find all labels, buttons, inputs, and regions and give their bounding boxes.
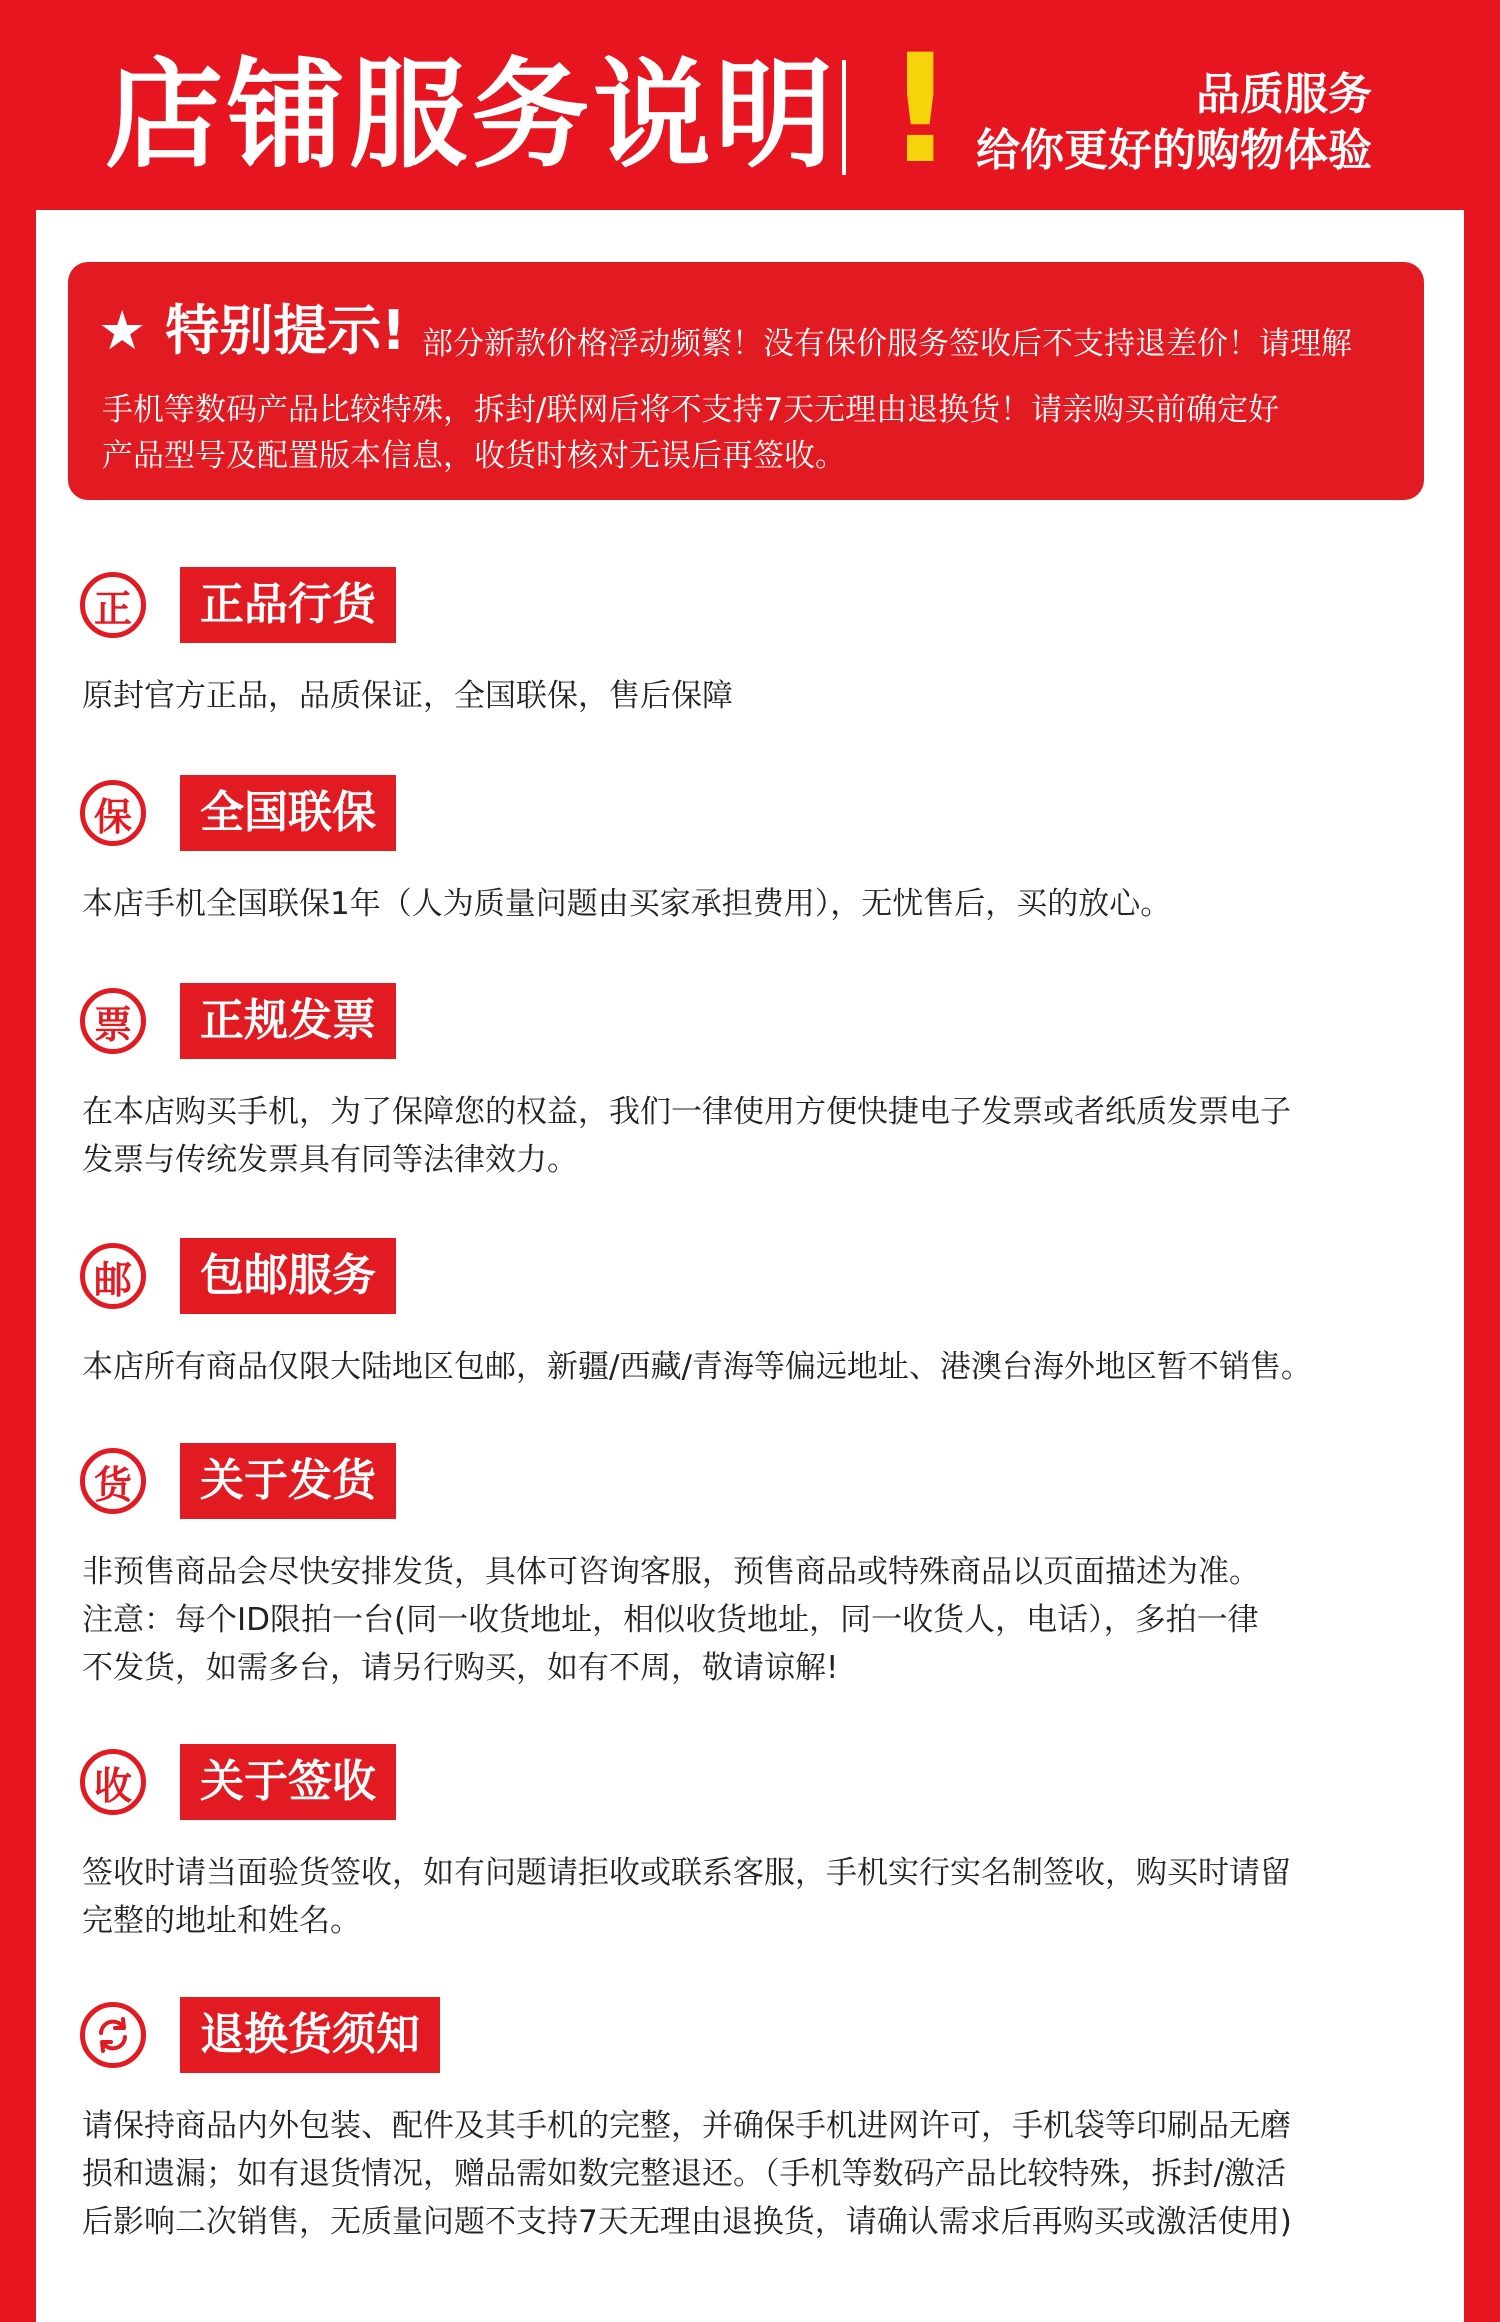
- section-text-line: 不发货，如需多台，请另行购买，如有不周，敬请谅解!: [82, 1650, 839, 1686]
- notice-heading: ★ 特别提示!: [98, 299, 406, 362]
- notice-text-line: 产品型号及配置版本信息，收货时核对无误后再签收。: [102, 438, 846, 474]
- page-title: 店铺服务说明: [105, 46, 838, 184]
- section-text-line: 本店手机全国联保1年（人为质量问题由买家承担费用），无忧售后，买的放心。: [82, 886, 1172, 922]
- section-body: [82, 880, 1422, 928]
- header-subtitle-quality: 品质服务: [1196, 69, 1372, 120]
- section-title: 正规发票: [180, 983, 396, 1059]
- section-title: 全国联保: [180, 775, 396, 851]
- section-text-line: 发票与传统发票具有同等法律效力。: [82, 1142, 578, 1178]
- header-banner: [0, 0, 1500, 210]
- notice-text-line: 手机等数码产品比较特殊，拆封/联网后将不支持7天无理由退换货！请亲购买前确定好: [102, 392, 1280, 428]
- invoice-icon: 票: [80, 988, 146, 1054]
- notice-text-line: 部分新款价格浮动频繁！没有保价服务签收后不支持退差价！请理解: [422, 326, 1352, 362]
- section-text-line: 注意：每个ID限拍一台(同一收货地址，相似收货地址，同一收货人，电话），多拍一律: [82, 1602, 1259, 1638]
- section-text-line: 原封官方正品，品质保证，全国联保，售后保障: [82, 678, 733, 714]
- section-body: [82, 1343, 1422, 1391]
- shipping-icon: 邮: [80, 1243, 146, 1309]
- section-text-line: 后影响二次销售，无质量问题不支持7天无理由退换货，请确认需求后再购买或激活使用): [82, 2204, 1292, 2240]
- section-body: [82, 2102, 1422, 2246]
- section-text-line: 本店所有商品仅限大陆地区包邮，新疆/西藏/青海等偏远地址、港澳台海外地区暂不销售。: [82, 1349, 1312, 1385]
- warranty-icon: 保: [80, 780, 146, 846]
- section-text-line: 请保持商品内外包装、配件及其手机的完整，并确保手机进网许可，手机袋等印刷品无磨: [82, 2108, 1291, 2144]
- header-subtitle-experience: 给你更好的购物体验: [976, 125, 1372, 176]
- section-text-line: 完整的地址和姓名。: [82, 1903, 361, 1939]
- section-body: [82, 1849, 1422, 1945]
- refresh-icon: [80, 2002, 146, 2068]
- section-text-line: 非预售商品会尽快安排发货，具体可咨询客服，预售商品或特殊商品以页面描述为准。: [82, 1554, 1260, 1590]
- receive-icon: 收: [80, 1749, 146, 1815]
- section-body: [82, 1548, 1422, 1692]
- section-title: 正品行货: [180, 567, 396, 643]
- section-text-line: 在本店购买手机，为了保障您的权益，我们一律使用方便快捷电子发票或者纸质发票电子: [82, 1094, 1291, 1130]
- special-notice-box: [68, 262, 1424, 500]
- section-title: 退换货须知: [180, 1997, 440, 2073]
- section-title: 关于发货: [180, 1443, 396, 1519]
- goods-icon: 货: [80, 1448, 146, 1514]
- section-title: 关于签收: [180, 1744, 396, 1820]
- exclamation-icon: !: [886, 23, 955, 197]
- header-divider: [842, 60, 846, 175]
- section-text-line: 损和遗漏；如有退货情况，赠品需如数完整退还。（手机等数码产品比较特殊，拆封/激活: [82, 2156, 1286, 2192]
- section-body: [82, 672, 1422, 720]
- section-body: [82, 1088, 1422, 1184]
- section-text-line: 签收时请当面验货签收，如有问题请拒收或联系客服，手机实行实名制签收，购买时请留: [82, 1855, 1291, 1891]
- section-title: 包邮服务: [180, 1238, 396, 1314]
- genuine-icon: 正: [80, 572, 146, 638]
